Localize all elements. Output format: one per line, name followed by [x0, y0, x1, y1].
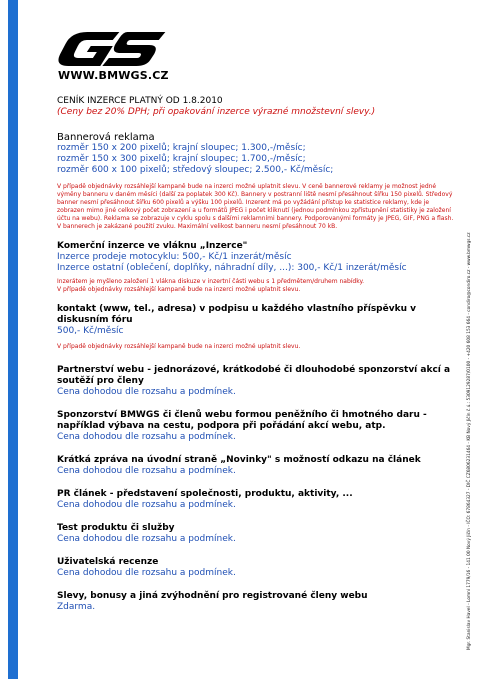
price-list-title: CENÍK INZERCE PLATNÝ OD 1.8.2010	[57, 96, 223, 106]
price-line: rozměr 600 x 100 pixelů; středový sloupec; 2.500,- Kč/měsíc;	[57, 165, 334, 175]
section-notes: V případě objednávky rozsáhlejší kampaně bude na inzerci možné uplatnit slevu.	[57, 343, 301, 350]
section-title: Bannerová reklama	[57, 132, 155, 143]
section-partner	[57, 365, 455, 398]
section-notes: Inzerátem je myšleno založení 1 vlákna diskuze v inzertní části webu s 1 předmětem/druhem nabídky.	[57, 278, 365, 285]
price-line: rozměr 150 x 200 pixelů; krajní sloupec; 1.300,-/měsíc;	[57, 143, 306, 153]
price-line: rozměr 150 x 300 pixelů; krajní sloupec; 1.700,-/měsíc;	[57, 154, 306, 164]
section-title: Slevy, bonusy a jiná zvýhodnění pro registrované členy webu	[57, 591, 368, 601]
section-forum	[57, 241, 455, 294]
gs-logo	[58, 30, 168, 70]
left-accent-bar	[8, 0, 18, 679]
price-line: Inzerce prodeje motocyklu: 500,- Kč/1 inzerát/měsíc	[57, 252, 292, 262]
price-line: Inzerce ostatní (oblečení, doplňky, náhradní díly, ...): 300,- Kč/1 inzerát/měsíc	[57, 263, 407, 273]
price-line: Cena dohodou dle rozsahu a podmínek.	[57, 432, 236, 442]
price-line: 500,- Kč/měsíc	[57, 326, 124, 336]
section-review	[57, 557, 455, 579]
section-discounts	[57, 591, 455, 613]
section-title: Uživatelská recenze	[57, 557, 159, 567]
section-notes: V případě objednávky rozsáhlejší kampaně bude na inzerci možné uplatnit slevu. V ceně bannerové reklamy je možnost jedné výměny banneru v daném měsíci (další za poplatek 300 Kč). Bannery v postranní liště nesmí přesáhnout šířku 150 pixelů. Středový banner nesmí přesáhnout šířku 600 pixelů a výšku 100 pixelů. Inzerent má po vyžádání přístup ke statistice reklamy, kde je zobrazen mimo jiné celkový počet zobrazení a u formátů JPEG i počet kliknutí (jednou podmínkou zpřístupnění statistiky je založení účtu na webu). Reklama se zobrazuje v cyklu spolu s dalšími reklamními bannery. Podporovanými formáty je JPEG, GIF, PNG a flash. V bannerech je zakázané použití zvuku. Maximální velikost banneru nesmí přesáhnout 70 kB.	[57, 183, 454, 230]
section-title: kontakt (www, tel., adresa) v podpisu u každého vlastního příspěvku v diskusním fóru	[57, 304, 416, 325]
section-title: PR článek - představení společnosti, produktu, aktivity, ...	[57, 489, 353, 499]
site-url[interactable]: WWW.BMWGS.CZ	[58, 69, 169, 82]
section-title: Partnerství webu - jednorázové, krátkodobé či dlouhodobé sponzorství akcí a soutěží pro členy	[57, 365, 451, 386]
price-line: Cena dohodou dle rozsahu a podmínek.	[57, 466, 236, 476]
price-line: Cena dohodou dle rozsahu a podmínek.	[57, 500, 236, 510]
price-list	[57, 96, 455, 613]
price-list-note: (Ceny bez 20% DPH; při opakování inzerce výrazné množstevní slevy.)	[57, 107, 376, 117]
price-line: Cena dohodou dle rozsahu a podmínek.	[57, 568, 236, 578]
section-title: Komerční inzerce ve vláknu „Inzerce"	[57, 241, 248, 251]
price-line: Cena dohodou dle rozsahu a podmínek.	[57, 534, 236, 544]
section-contact	[57, 304, 455, 351]
price-line: Zdarma.	[57, 602, 96, 612]
vertical-footer-contact: Mgr. Stanislav Havel - Lomní 1779/16 - 141 00 Nový Jičín - IČO: 67864327 - DIČ CZ6806231464 - KB Nový Jičín č.ú.: 5309129287/0100 - +420 608 153 664 - condiro@condiro.cz - www.bmwgs.cz	[467, 232, 472, 650]
section-pr	[57, 489, 455, 511]
section-sponsor	[57, 410, 455, 443]
section-title: Sponzorství BMWGS či členů webu formou peněžního či hmotného daru - například výbava na cestu, podpora při pořádání akcí webu, atp.	[57, 410, 427, 431]
section-title: Krátká zpráva na úvodní straně „Novinky" s možností odkazu na článek	[57, 455, 421, 465]
section-notes: V případě objednávky rozsáhlejší kampaně bude na inzerci možné uplatnit slevu.	[57, 286, 301, 293]
price-line: Cena dohodou dle rozsahu a podmínek.	[57, 387, 236, 397]
section-title: Test produktu či služby	[57, 523, 175, 533]
section-test	[57, 523, 455, 545]
section-news	[57, 455, 455, 477]
section-banner	[57, 132, 455, 231]
